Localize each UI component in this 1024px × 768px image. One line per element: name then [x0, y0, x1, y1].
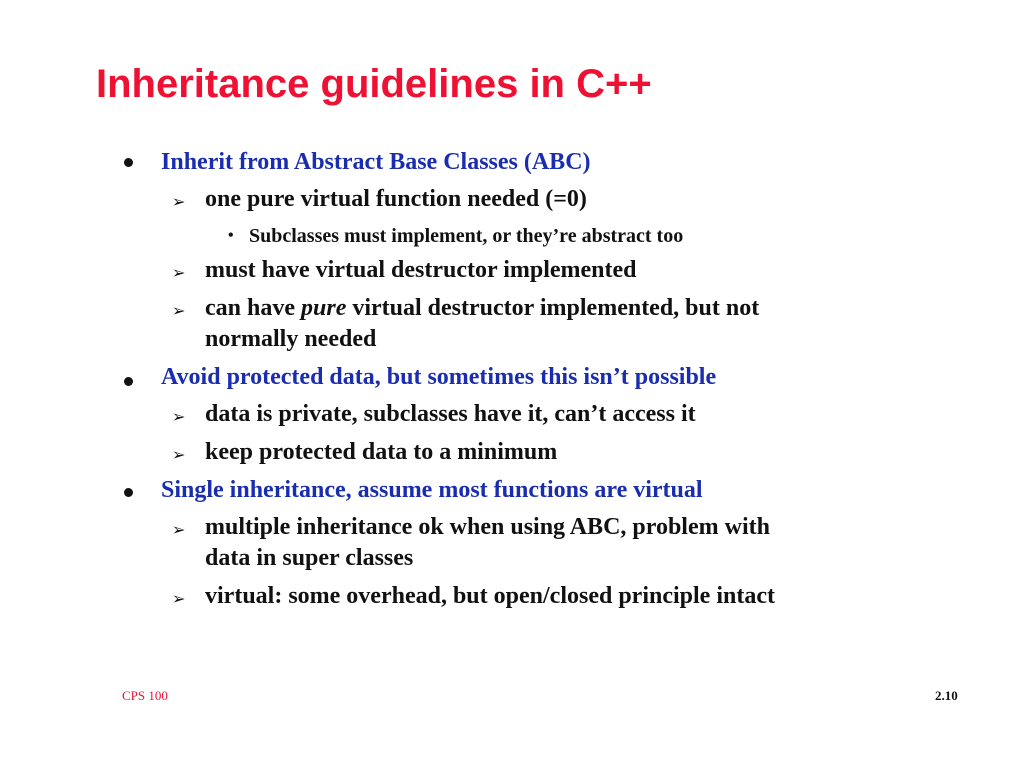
bullet-dot-icon: [124, 377, 133, 386]
bullet-3-sub-2: virtual: some overhead, but open/closed principle intact: [205, 583, 775, 609]
arrow-bullet-icon: ➢: [172, 445, 186, 464]
small-bullet-icon: •: [228, 227, 234, 244]
bullet-3-sub-1-continuation: data in super classes: [205, 545, 414, 571]
footer-page-number: 2.10: [935, 688, 958, 703]
footer-course-label: CPS 100: [122, 688, 168, 703]
arrow-bullet-icon: ➢: [172, 301, 186, 320]
arrow-bullet-icon: ➢: [172, 263, 186, 282]
arrow-bullet-icon: ➢: [172, 192, 186, 211]
bullet-1-sub-1: one pure virtual function needed (=0): [205, 186, 587, 212]
bullet-dot-icon: [124, 488, 133, 497]
bullet-2: Avoid protected data, but sometimes this isn’t possible: [161, 364, 717, 390]
bullet-1-sub-3-post: virtual destructor implemented, but not: [346, 295, 760, 321]
bullet-3-sub-1: multiple inheritance ok when using ABC, problem with: [205, 514, 770, 540]
bullet-dot-icon: [124, 158, 133, 167]
arrow-bullet-icon: ➢: [172, 407, 186, 426]
arrow-bullet-icon: ➢: [172, 520, 186, 539]
bullet-1-sub-3-continuation: normally needed: [205, 326, 377, 352]
slide-title: Inheritance guidelines in C++: [96, 62, 652, 106]
bullet-2-sub-2: keep protected data to a minimum: [205, 439, 558, 465]
bullet-1-sub-3: [205, 295, 759, 322]
bullet-1-sub-3-pre: can have: [205, 295, 301, 321]
bullet-3: Single inheritance, assume most functions are virtual: [161, 477, 703, 503]
bullet-1-sub-1-sub-1: Subclasses must implement, or they’re abstract too: [249, 225, 684, 247]
bullet-1-sub-2: must have virtual destructor implemented: [205, 257, 637, 283]
bullet-2-sub-1: data is private, subclasses have it, can’t access it: [205, 401, 696, 427]
bullet-1-sub-3-emphasis: pure: [301, 295, 347, 321]
arrow-bullet-icon: ➢: [172, 589, 186, 608]
bullet-1: Inherit from Abstract Base Classes (ABC): [161, 149, 591, 175]
